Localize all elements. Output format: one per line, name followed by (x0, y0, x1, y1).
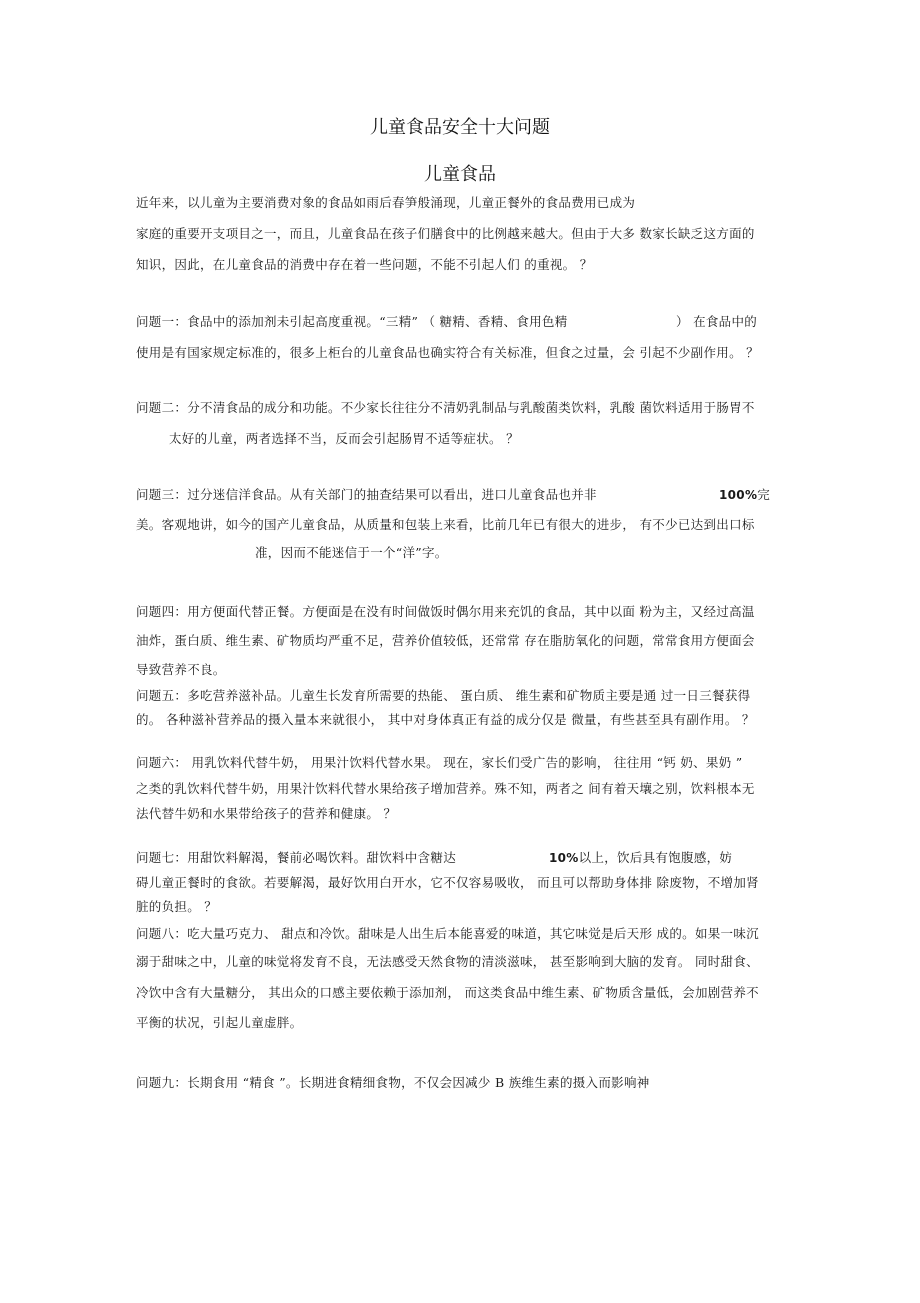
problem-4-line-3: 导致营养不良。 (136, 662, 226, 677)
problem-6-line-3: 法代替牛奶和水果带给孩子的营养和健康。 ？ (136, 806, 397, 821)
problem-6-line-1: 问题六： 用乳饮料代替牛奶， 用果汁饮料代替水果。 现在，家长们受广告的影响， 往往用 “钙 奶、果奶 ” (136, 755, 743, 770)
problem-4-line-1: 问题四：用方便面代替正餐。方便面是在没有时间做饭时偶尔用来充饥的食品，其中以面 粉为主，又经过高温 (136, 604, 755, 619)
problem-7-line-1b-text: 以上，饮后具有饱腹感，妨 (578, 850, 733, 865)
problem-3-line-2: 美。客观地讲，如今的国产儿童食品，从质量和包装上来看，比前几年已有很大的进步， 有不少已达到出口标 (136, 517, 755, 532)
problem-3-line-3: 准，因而不能迷信于一个“洋”字。 (255, 545, 448, 560)
intro-line-3: 知识，因此，在儿童食品的消费中存在着一些问题，不能不引起人们 的重视。 ？ (136, 257, 593, 272)
problem-8-line-1: 问题八：吃大量巧克力、 甜点和冷饮。甜味是人出生后本能喜爱的味道，其它味觉是后天形 成的。如果一味沉 (136, 926, 759, 941)
problem-3-percent: 100% (719, 488, 758, 502)
problem-7-percent: 10% (549, 851, 579, 865)
problem-7-line-3: 脏的负担。 ？ (136, 899, 218, 914)
problem-2-line-2: 太好的儿童，两者选择不当，反而会引起肠胃不适等症状。 ？ (169, 431, 519, 446)
intro-line-1: 近年来，以儿童为主要消费对象的食品如雨后春笋般涌现，儿童正餐外的食品费用已成为 (136, 195, 636, 210)
problem-7-line-1b (549, 850, 732, 866)
problem-8-line-4: 平衡的状况，引起儿童虚胖。 (136, 1015, 303, 1030)
problem-3-line-1b-text: 完 (757, 487, 771, 502)
problem-8-line-3: 冷饮中含有大量糖分， 其出众的口感主要依赖于添加剂， 而这类食品中维生素、矿物质含量低，会加剧营养不 (136, 985, 759, 1000)
problem-2-line-1: 问题二：分不清食品的成分和功能。不少家长往往分不清奶乳制品与乳酸菌类饮料，乳酸 菌饮料适用于肠胃不 (136, 400, 755, 415)
problem-8-line-2: 溺于甜味之中，儿童的味觉将发育不良，无法感受天然食物的清淡滋味， 甚至影响到大脑的发育。 同时甜食、 (136, 954, 759, 969)
problem-7-line-2: 碍儿童正餐时的食欲。若要解渴，最好饮用白开水，它不仅容易吸收， 而且可以帮助身体排 除废物，不增加肾 (136, 875, 759, 890)
problem-1-line-2: 使用是有国家规定标准的，很多上柜台的儿童食品也确实符合有关标准，但食之过量，会 引起不少副作用。 ？ (136, 345, 759, 360)
problem-4-line-2: 油炸，蛋白质、维生素、矿物质均严重不足，营养价值较低，还常常 存在脂肪氧化的问题，常常食用方便面会 (136, 633, 755, 648)
problem-3-line-1b (719, 487, 770, 503)
document-title: 儿童食品安全十大问题 (370, 117, 550, 138)
intro-line-2: 家庭的重要开支项目之一，而且，儿童食品在孩子们膳食中的比例越来越大。但由于大多 数家长缺乏这方面的 (136, 226, 755, 241)
problem-5-line-1: 问题五：多吃营养滋补品。儿童生长发育所需要的热能、 蛋白质、 维生素和矿物质主要是通 过一日三餐获得 (136, 688, 751, 703)
document-subtitle: 儿童食品 (424, 164, 496, 185)
problem-1-line-1a: 问题一：食品中的添加剂未引起高度重视。“三精” （ 糖精、香精、食用色精 (136, 314, 568, 329)
problem-3-line-1a: 问题三：过分迷信洋食品。从有关部门的抽查结果可以看出，进口儿童食品也并非 (136, 487, 597, 502)
problem-9-line-1: 问题九：长期食用 “精食 ”。长期进食精细食物，不仅会因减少 B 族维生素的摄入而影响神 (136, 1075, 650, 1090)
problem-6-line-2: 之类的乳饮料代替牛奶，用果汁饮料代替水果给孩子增加营养。殊不知，两者之 间有着天壤之别，饮料根本无 (136, 781, 755, 796)
problem-5-line-2: 的。 各种滋补营养品的摄入量本来就很小， 其中对身体真正有益的成分仅是 微量，有些甚至具有副作用。 ？ (136, 712, 755, 727)
problem-7-line-1a: 问题七：用甜饮料解渴，餐前必喝饮料。甜饮料中含糖达 (136, 850, 457, 865)
problem-1-line-1b: ） 在食品中的 (676, 314, 758, 329)
